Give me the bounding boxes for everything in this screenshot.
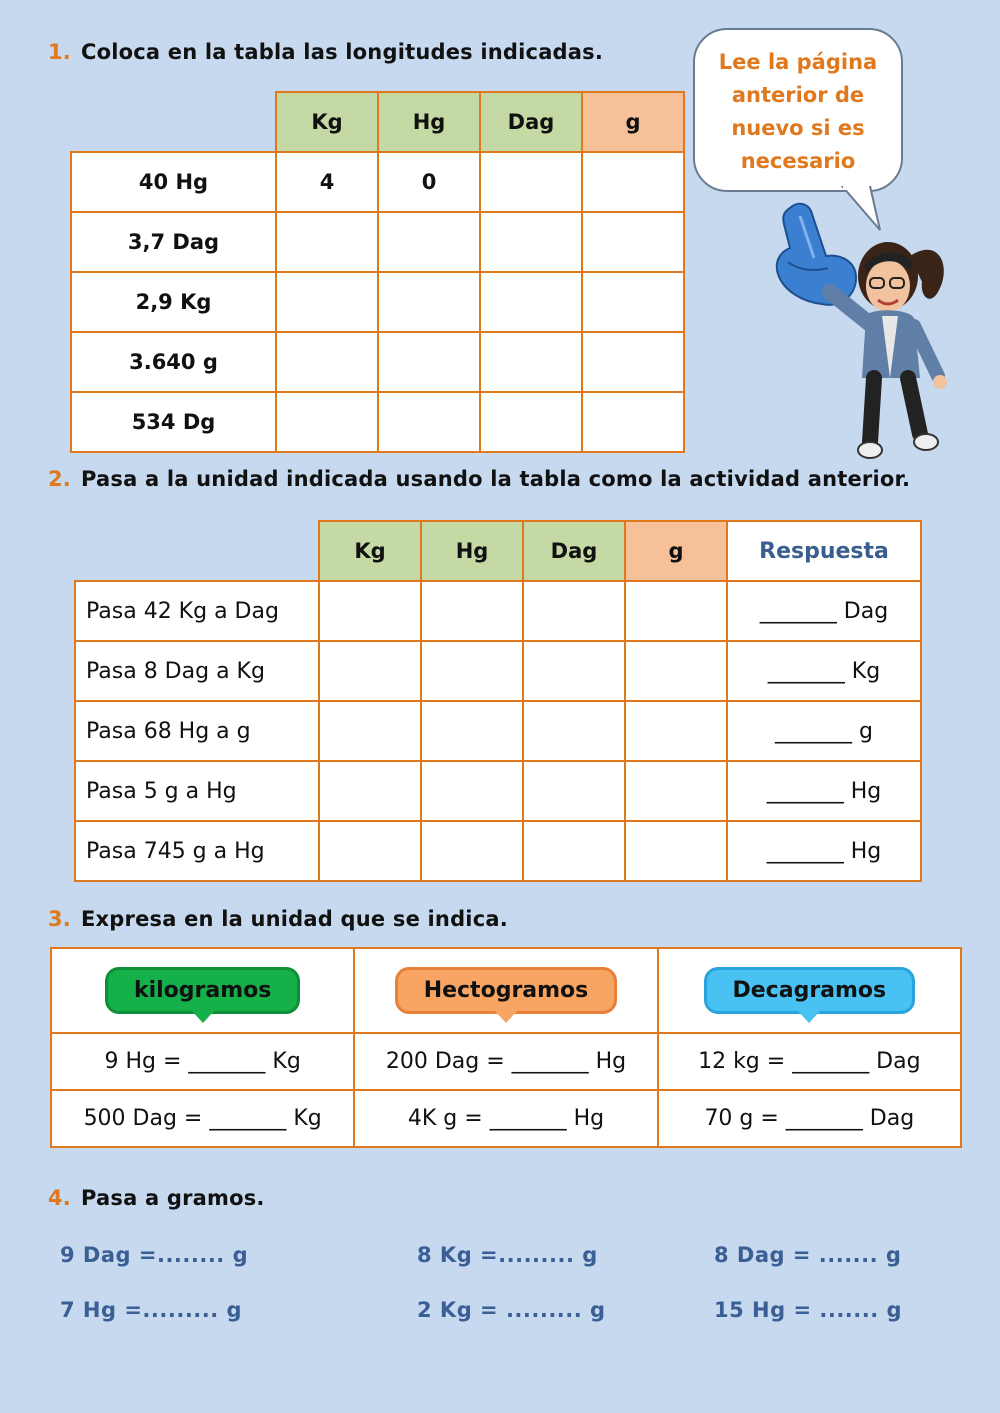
q1-row-label: 534 Dg [71,392,276,452]
q1-cell[interactable] [480,332,582,392]
q1-cell[interactable] [276,272,378,332]
q2-title [48,467,910,491]
q2-cell[interactable] [625,641,727,701]
q2-row-label: Pasa 8 Dag a Kg [75,641,319,701]
q2-row-label: Pasa 745 g a Hg [75,821,319,881]
q2-cell[interactable] [523,761,625,821]
q1-cell[interactable] [378,392,480,452]
q2-cell[interactable] [421,641,523,701]
q2-header-g: g [625,521,727,581]
q2-cell[interactable] [625,761,727,821]
q1-table-corner [71,92,276,152]
q1-header-hg: Hg [378,92,480,152]
q4-item[interactable]: 8 Kg =......... g [417,1243,598,1267]
q2-number: 2. [48,467,71,491]
speech-bubble [693,28,903,192]
q2-cell[interactable] [319,821,421,881]
q2-cell[interactable] [625,701,727,761]
q3-exercise[interactable]: 500 Dag = _______ Kg [51,1090,354,1147]
q1-cell[interactable] [276,332,378,392]
q1-row-label: 3.640 g [71,332,276,392]
q4-item[interactable]: 9 Dag =........ g [60,1243,249,1267]
q4-item[interactable]: 7 Hg =......... g [60,1298,243,1322]
q1-cell[interactable] [480,212,582,272]
q1-header-dag: Dag [480,92,582,152]
q1-cell[interactable] [582,392,684,452]
q3-number: 3. [48,907,71,931]
q1-cell[interactable] [582,272,684,332]
q2-row-label: Pasa 42 Kg a Dag [75,581,319,641]
q1-cell[interactable]: 4 [276,152,378,212]
q3-header-cell [658,948,961,1033]
q4-item[interactable]: 15 Hg = ....... g [714,1298,903,1322]
q2-answer[interactable]: _______ Hg [727,761,921,821]
q1-row-label: 2,9 Kg [71,272,276,332]
q2-cell[interactable] [319,701,421,761]
q3-header-hectogramos: Hectogramos [395,967,618,1014]
q3-header-cell [354,948,657,1033]
q1-row [71,332,684,392]
q1-cell[interactable] [276,392,378,452]
q3-header-kilogramos: kilogramos [105,967,300,1014]
q1-row [71,392,684,452]
q2-cell[interactable] [523,821,625,881]
q4-title [48,1186,265,1210]
q3-header-cell [51,948,354,1033]
q2-table [74,520,922,882]
q1-table [70,91,685,453]
q1-row [71,212,684,272]
q2-header-respuesta: Respuesta [727,521,921,581]
q2-cell[interactable] [625,821,727,881]
q1-cell[interactable] [378,212,480,272]
q1-cell[interactable] [582,212,684,272]
q2-row-label: Pasa 68 Hg a g [75,701,319,761]
q2-cell[interactable] [421,821,523,881]
q1-header-kg: Kg [276,92,378,152]
q2-table-corner [75,521,319,581]
q2-answer[interactable]: _______ Dag [727,581,921,641]
speech-line: nuevo si es [731,116,865,140]
q3-exercise[interactable]: 70 g = _______ Dag [658,1090,961,1147]
q2-row [75,821,921,881]
q1-cell[interactable] [582,152,684,212]
q1-row-label: 40 Hg [71,152,276,212]
q2-row-label: Pasa 5 g a Hg [75,761,319,821]
q2-cell[interactable] [523,581,625,641]
q2-cell[interactable] [421,761,523,821]
q2-row [75,701,921,761]
q1-row-label: 3,7 Dag [71,212,276,272]
foam-finger-icon [777,204,856,305]
q1-cell[interactable] [480,272,582,332]
q1-cell[interactable] [480,152,582,212]
q1-title-text: Coloca en la tabla las longitudes indicadas. [81,40,604,64]
q1-cell[interactable] [582,332,684,392]
q3-title [48,907,508,931]
q2-row [75,581,921,641]
q1-number: 1. [48,40,71,64]
q1-title [48,40,603,64]
q2-row [75,641,921,701]
q3-exercise[interactable]: 9 Hg = _______ Kg [51,1033,354,1090]
speech-line: necesario [740,149,856,173]
q4-item[interactable]: 2 Kg = ......... g [417,1298,606,1322]
q2-cell[interactable] [319,641,421,701]
q3-table [50,947,962,1148]
q2-cell[interactable] [319,581,421,641]
q2-header-hg: Hg [421,521,523,581]
q1-cell[interactable]: 0 [378,152,480,212]
q2-answer[interactable]: _______ Kg [727,641,921,701]
q1-cell[interactable] [378,272,480,332]
speech-line: Lee la página [718,50,878,74]
q2-cell[interactable] [625,581,727,641]
q3-row [51,1033,961,1090]
teacher-avatar-illustration [770,196,960,464]
q2-cell[interactable] [523,641,625,701]
q1-cell[interactable] [378,332,480,392]
q3-exercise[interactable]: 200 Dag = _______ Hg [354,1033,657,1090]
q4-number: 4. [48,1186,71,1210]
q3-header-decagramos: Decagramos [704,967,916,1014]
q2-header-kg: Kg [319,521,421,581]
q3-title-text: Expresa en la unidad que se indica. [81,907,508,931]
q2-answer[interactable]: _______ Hg [727,821,921,881]
q4-title-text: Pasa a gramos. [81,1186,265,1210]
q2-title-text: Pasa a la unidad indicada usando la tabla como la actividad anterior. [81,467,911,491]
q3-exercise[interactable]: 4K g = _______ Hg [354,1090,657,1147]
q3-exercise[interactable]: 12 kg = _______ Dag [658,1033,961,1090]
q1-cell[interactable] [480,392,582,452]
q1-row [71,272,684,332]
q2-cell[interactable] [523,701,625,761]
q2-cell[interactable] [319,761,421,821]
q2-answer[interactable]: _______ g [727,701,921,761]
q1-header-g: g [582,92,684,152]
q3-row [51,1090,961,1147]
q1-row [71,152,684,212]
q1-cell[interactable] [276,212,378,272]
q4-item[interactable]: 8 Dag = ....... g [714,1243,902,1267]
q2-cell[interactable] [421,701,523,761]
speech-line: anterior de [731,83,865,107]
q2-cell[interactable] [421,581,523,641]
q2-row [75,761,921,821]
q2-header-dag: Dag [523,521,625,581]
